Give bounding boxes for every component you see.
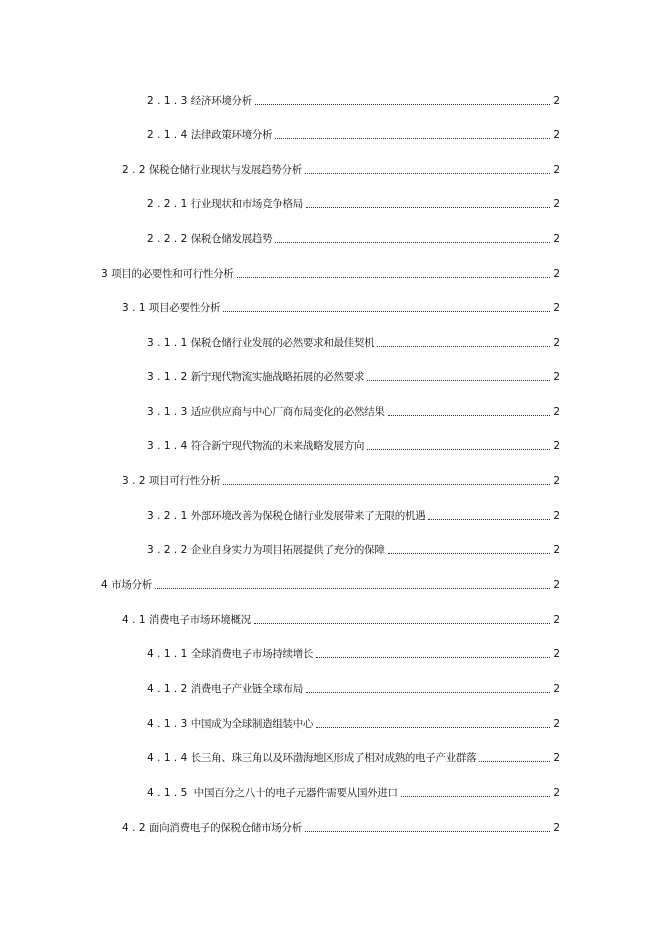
toc-entry-page: 2 — [553, 510, 560, 522]
toc-entry-title: 项目可行性分析 — [148, 475, 221, 487]
toc-entry-4-1-3[interactable] — [147, 711, 560, 731]
toc-entry-page: 2 — [553, 198, 560, 210]
toc-entry-number: 3.1.2 — [147, 371, 191, 383]
toc-entry-page: 2 — [553, 822, 560, 834]
toc-entry-3-1[interactable] — [122, 295, 560, 315]
toc-entry-2-2-2[interactable] — [147, 226, 560, 246]
toc-entry-4-1-5[interactable] — [147, 780, 560, 800]
toc-entry-number: 3.2 — [122, 475, 149, 487]
toc-entry-title: 经济环境分析 — [190, 95, 252, 107]
toc-entry-4-1-1[interactable] — [147, 641, 560, 661]
dot-leader — [305, 831, 550, 832]
dot-leader — [223, 311, 550, 312]
toc-entry-4-1[interactable] — [122, 607, 560, 627]
toc-entry-page: 2 — [553, 787, 560, 799]
toc-entry-title: 面向消费电子的保税仓储市场分析 — [148, 822, 302, 834]
dot-leader — [316, 657, 550, 658]
toc-entry-3-2-1[interactable] — [147, 503, 560, 523]
dot-leader — [316, 727, 550, 728]
toc-entry-page: 2 — [553, 614, 560, 626]
dot-leader — [305, 173, 550, 174]
toc-entry-page: 2 — [553, 302, 560, 314]
dot-leader — [306, 692, 550, 693]
toc-entry-title: 新宁现代物流实施战略拓展的必然要求 — [190, 371, 365, 383]
toc-entry-title: 消费电子产业链全球布局 — [190, 683, 303, 695]
dot-leader — [275, 138, 550, 139]
toc-entry-number: 4.1.4 — [147, 752, 191, 764]
toc-entry-page: 2 — [553, 129, 560, 141]
toc-entry-page: 2 — [553, 233, 560, 245]
toc-entry-number: 2.2.2 — [147, 233, 191, 245]
toc-entry-page: 2 — [553, 440, 560, 452]
toc-entry-title: 全球消费电子市场持续增长 — [190, 648, 314, 660]
toc-entry-2-1-3[interactable] — [147, 88, 560, 108]
dot-leader — [428, 519, 550, 520]
toc-entry-3-1-2[interactable] — [147, 364, 560, 384]
toc-entry-page: 2 — [553, 95, 560, 107]
toc-entry-title: 项目必要性分析 — [148, 302, 221, 314]
toc-entry-number: 2.2.1 — [147, 198, 191, 210]
toc-entry-number: 3 — [101, 268, 112, 280]
toc-entry-title: 保税仓储发展趋势 — [190, 233, 273, 245]
toc-entry-page: 2 — [553, 371, 560, 383]
toc-entry-number: 3.1.1 — [147, 337, 191, 349]
dot-leader — [377, 346, 550, 347]
toc-entry-title: 项目的必要性和可行性分析 — [111, 268, 234, 280]
toc-entry-2-1-4[interactable] — [147, 122, 560, 142]
toc-entry-number: 3.1.3 — [147, 406, 191, 418]
toc-entry-page: 2 — [553, 579, 560, 591]
dot-leader — [401, 796, 551, 797]
toc-entry-2-2-1[interactable] — [147, 191, 560, 211]
dot-leader — [367, 449, 550, 450]
dot-leader — [367, 380, 550, 381]
toc-entry-title: 保税仓储行业现状与发展趋势分析 — [148, 164, 302, 176]
toc-entry-3-1-1[interactable] — [147, 330, 560, 350]
dot-leader — [237, 277, 551, 278]
toc-entry-number: 2.2 — [122, 164, 149, 176]
toc-entry-number: 4.1.3 — [147, 718, 191, 730]
toc-entry-3-1-3[interactable] — [147, 399, 560, 419]
toc-entry-number: 3.2.1 — [147, 510, 191, 522]
toc-entry-4-1-2[interactable] — [147, 676, 560, 696]
toc-entry-3-2-2[interactable] — [147, 537, 560, 557]
toc-entry-title: 保税仓储行业发展的必然要求和最佳契机 — [190, 337, 375, 349]
toc-entry-2-2[interactable] — [122, 157, 560, 177]
dot-leader — [479, 761, 550, 762]
toc-entry-number: 3.1.4 — [147, 440, 191, 452]
toc-entry-4-1-4[interactable] — [147, 745, 560, 765]
toc-entry-page: 2 — [553, 164, 560, 176]
toc-entry-title: 长三角、珠三角以及环渤海地区形成了相对成熟的电子产业群落 — [190, 752, 477, 764]
toc-entry-4-2[interactable] — [122, 815, 560, 835]
toc-entry-page: 2 — [553, 337, 560, 349]
toc-entry-title: 中国百分之八十的电子元器件需要从国外进口 — [190, 787, 398, 799]
toc-entry-page: 2 — [553, 268, 560, 280]
toc-entry-3[interactable] — [101, 261, 560, 281]
dot-leader — [255, 104, 550, 105]
dot-leader — [223, 484, 550, 485]
toc-entry-number: 4 — [101, 579, 112, 591]
toc-entry-number: 4.1.2 — [147, 683, 191, 695]
toc-entry-number: 4.1 — [122, 614, 149, 626]
toc-entry-title: 消费电子市场环境概况 — [148, 614, 251, 626]
toc-entry-page: 2 — [553, 544, 560, 556]
toc-entry-page: 2 — [553, 475, 560, 487]
toc-entry-title: 适应供应商与中心厂商布局变化的必然结果 — [190, 406, 385, 418]
toc-entry-title: 符合新宁现代物流的未来战略发展方向 — [190, 440, 365, 452]
toc-entry-number: 2.1.4 — [147, 129, 191, 141]
dot-leader — [388, 553, 551, 554]
toc-entry-number: 3.2.2 — [147, 544, 191, 556]
toc-entry-3-2[interactable] — [122, 468, 560, 488]
dot-leader — [388, 415, 551, 416]
toc-entry-number: 4.1.1 — [147, 648, 191, 660]
toc-entry-number: 4.2 — [122, 822, 149, 834]
toc-entry-title: 中国成为全球制造组装中心 — [190, 718, 314, 730]
toc-entry-title: 法律政策环境分析 — [190, 129, 273, 141]
toc-entry-page: 2 — [553, 752, 560, 764]
toc-entry-number: 3.1 — [122, 302, 149, 314]
toc-entry-page: 2 — [553, 683, 560, 695]
toc-entry-number: 2.1.3 — [147, 95, 191, 107]
dot-leader — [306, 207, 550, 208]
toc-entry-page: 2 — [553, 406, 560, 418]
dot-leader — [155, 588, 550, 589]
dot-leader — [254, 623, 550, 624]
toc-entry-page: 2 — [553, 648, 560, 660]
toc-entry-title: 市场分析 — [111, 579, 152, 591]
toc-entry-title: 行业现状和市场竞争格局 — [190, 198, 303, 210]
toc-entry-3-1-4[interactable] — [147, 433, 560, 453]
toc-entry-4[interactable] — [101, 572, 560, 592]
dot-leader — [275, 242, 550, 243]
toc-entry-title: 外部环境改善为保税仓储行业发展带来了无限的机遇 — [190, 510, 426, 522]
toc-entry-number: 4.1.5 — [147, 787, 191, 799]
toc-entry-title: 企业自身实力为项目拓展提供了充分的保障 — [190, 544, 385, 556]
toc-entry-page: 2 — [553, 718, 560, 730]
